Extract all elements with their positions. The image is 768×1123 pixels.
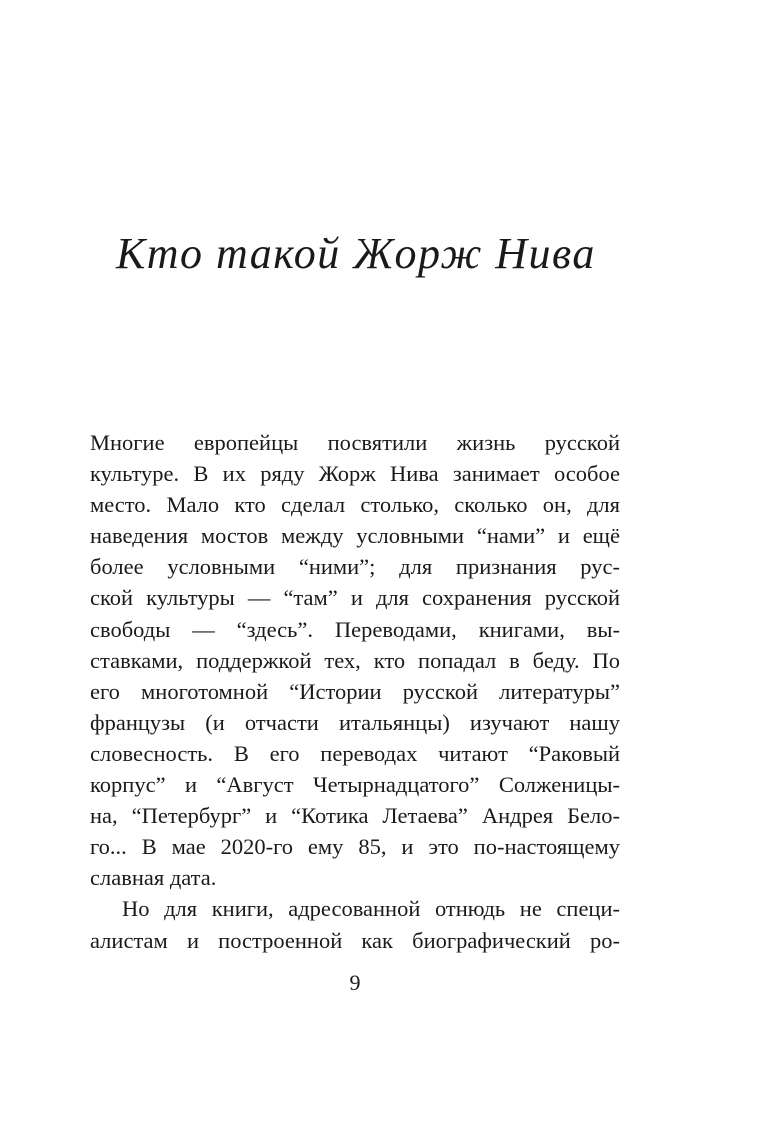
text-line: более условными “ними”; для признания рус- xyxy=(90,554,620,580)
text-line: его многотомной “Истории русской литературы” xyxy=(90,678,620,704)
chapter-title: Кто такой Жорж Нива xyxy=(116,229,596,278)
page-number: 9 xyxy=(349,970,361,995)
text-line: славная дата. xyxy=(90,865,217,891)
text-line: наведения мостов между условными “нами” и ещё xyxy=(90,523,620,549)
paragraph-2 xyxy=(90,893,620,955)
text-line: на, “Петербург” и “Котика Летаева” Андрея Бело- xyxy=(90,803,620,829)
body-text xyxy=(90,427,620,956)
text-line: корпус” и “Август Четырнадцатого” Солженицы- xyxy=(90,772,620,798)
text-line: Но для книги, адресованной отнюдь не специ- xyxy=(122,896,620,922)
text-line: свободы — “здесь”. Переводами, книгами, вы- xyxy=(90,616,620,642)
text-line: место. Мало кто сделал столько, сколько он, для xyxy=(90,492,620,518)
paragraph-1 xyxy=(90,427,620,893)
text-line: ставками, поддержкой тех, кто попадал в беду. По xyxy=(90,647,620,673)
text-line: го... В мае 2020-го ему 85, и это по-настоящему xyxy=(90,834,620,860)
text-line: словесность. В его переводах читают “Раковый xyxy=(90,740,620,766)
text-line: алистам и построенной как биографический ро- xyxy=(90,927,620,953)
text-line: ской культуры — “там” и для сохранения русской xyxy=(90,585,620,611)
text-line: Многие европейцы посвятили жизнь русской xyxy=(90,430,620,455)
text-line: культуре. В их ряду Жорж Нива занимает особое xyxy=(90,461,620,487)
text-line: французы (и отчасти итальянцы) изучают нашу xyxy=(90,709,620,735)
